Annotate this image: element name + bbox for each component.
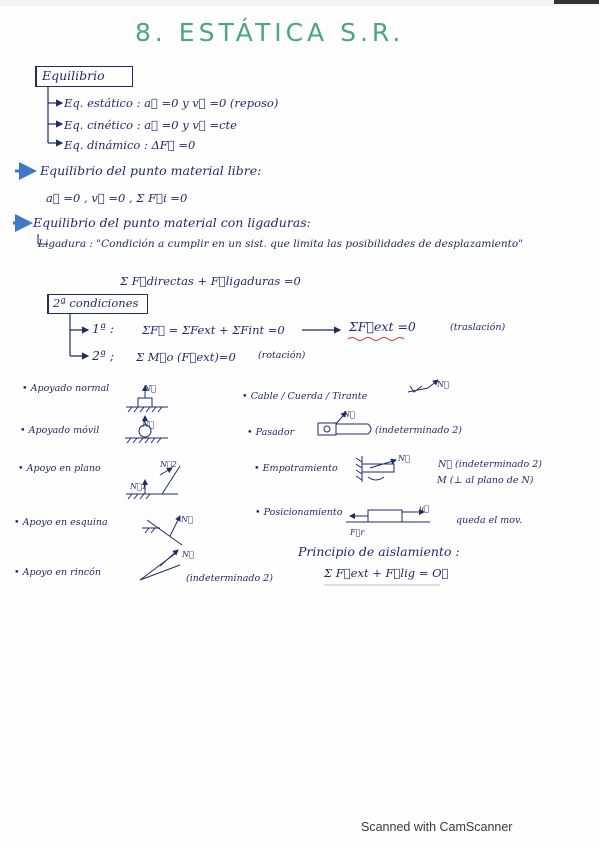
apoyo-movil-diagram [125, 416, 168, 443]
camscanner-watermark: Scanned with CamScanner [361, 820, 513, 834]
fr-label-posicionamiento: F⃗r [350, 528, 365, 537]
n-label-movil: N⃗ [142, 420, 154, 429]
punto-libre-heading: Equilibrio del punto material libre: [40, 163, 262, 178]
apoyo-normal-diagram [126, 386, 168, 412]
apoyo-plano-diagram [126, 466, 180, 499]
apoyo-esquina-diagram [142, 516, 182, 545]
ligadura-definition: Ligadura : "Condición a cumplir en un sist. que limita las posibilidades de desplazamiento" [38, 238, 524, 250]
result-wave-underline [348, 338, 404, 341]
ligaduras-formula: Σ F⃗directas + F⃗ligaduras =0 [120, 274, 301, 288]
n-label-esquina: N⃗ [181, 515, 193, 524]
equilibrio-heading: Equilibrio [42, 68, 105, 83]
apoyo-normal-label: • Apoyado normal [22, 383, 110, 394]
page-title: 8. ESTÁTICA S.R. [135, 18, 405, 47]
principio-formula: Σ F⃗ext + F⃗lig = O⃗ [324, 566, 449, 580]
empotramiento-note-1: N⃗ (indeterminado 2) [438, 459, 542, 470]
n1-label-plano: N⃗1 [130, 482, 147, 491]
n-label-pasador: N⃗ [343, 410, 355, 419]
empotramiento-note-2: M (⊥ al plano de N) [437, 475, 534, 486]
equilibrio-tree [48, 86, 62, 143]
ligadura-hook [38, 234, 48, 244]
empotramiento-diagram [356, 456, 396, 482]
equilibrio-estatico: Eq. estático : a⃗ =0 y v⃗ =0 (reposo) [64, 96, 279, 110]
apoyo-movil-label: • Apoyado móvil [20, 425, 100, 436]
n-label-empotramiento: N⃗ [398, 454, 410, 463]
punto-ligaduras-heading: Equilibrio del punto material con ligaduras: [33, 215, 311, 230]
condicion-1-formula: ΣF⃗ = ΣFext + ΣFint =0 [142, 323, 285, 337]
pasador-diagram [318, 412, 371, 435]
apoyo-esquina-label: • Apoyo en esquina [14, 517, 108, 528]
n-label-rincon: N⃗ [182, 550, 194, 559]
rincon-note: (indeterminado 2) [186, 573, 273, 584]
posicionamiento-label: • Posicionamiento [255, 507, 343, 518]
n-label-cable: N⃗ [437, 380, 449, 389]
cable-diagram [408, 380, 438, 392]
principio-heading: Principio de aislamiento : [298, 544, 460, 559]
condicion-2-note: (rotación) [258, 350, 306, 361]
equilibrio-dinamico: Eq. dinámico : ΔF⃗ =0 [64, 138, 196, 152]
pasador-note: (indeterminado 2) [375, 425, 462, 436]
condicion-2-formula: Σ M⃗o (F⃗ext)=0 [136, 350, 236, 364]
condicion-2-label: 2ª ; [92, 348, 115, 363]
condiciones-tree [70, 313, 340, 356]
punto-libre-formula: a⃗ =0 , v⃗ =0 , Σ F⃗i =0 [46, 191, 188, 205]
condicion-1-label: 1ª : [92, 321, 115, 336]
u-label-posicionamiento: u⃗ [419, 504, 429, 513]
n-label-normal: N⃗ [144, 384, 156, 393]
empotramiento-label: • Empotramiento [254, 463, 338, 474]
cable-label: • Cable / Cuerda / Tirante [242, 391, 368, 402]
condiciones-heading: 2ª condiciones [53, 296, 139, 310]
apoyo-plano-label: • Apoyo en plano [18, 463, 101, 474]
condicion-1-result: ΣF⃗ext =0 [349, 319, 416, 334]
posicionamiento-diagram [346, 510, 430, 522]
apoyo-rincon-diagram [140, 550, 180, 580]
equilibrio-cinetico: Eq. cinético : a⃗ =0 y v⃗ =cte [64, 118, 237, 132]
pasador-label: • Pasador [247, 427, 295, 438]
posicionamiento-note: queda el mov. [456, 515, 523, 526]
n2-label-plano: N⃗2 [160, 460, 177, 469]
apoyo-rincon-label: • Apoyo en rincón [14, 567, 102, 578]
condicion-1-note: (traslación) [450, 322, 506, 333]
